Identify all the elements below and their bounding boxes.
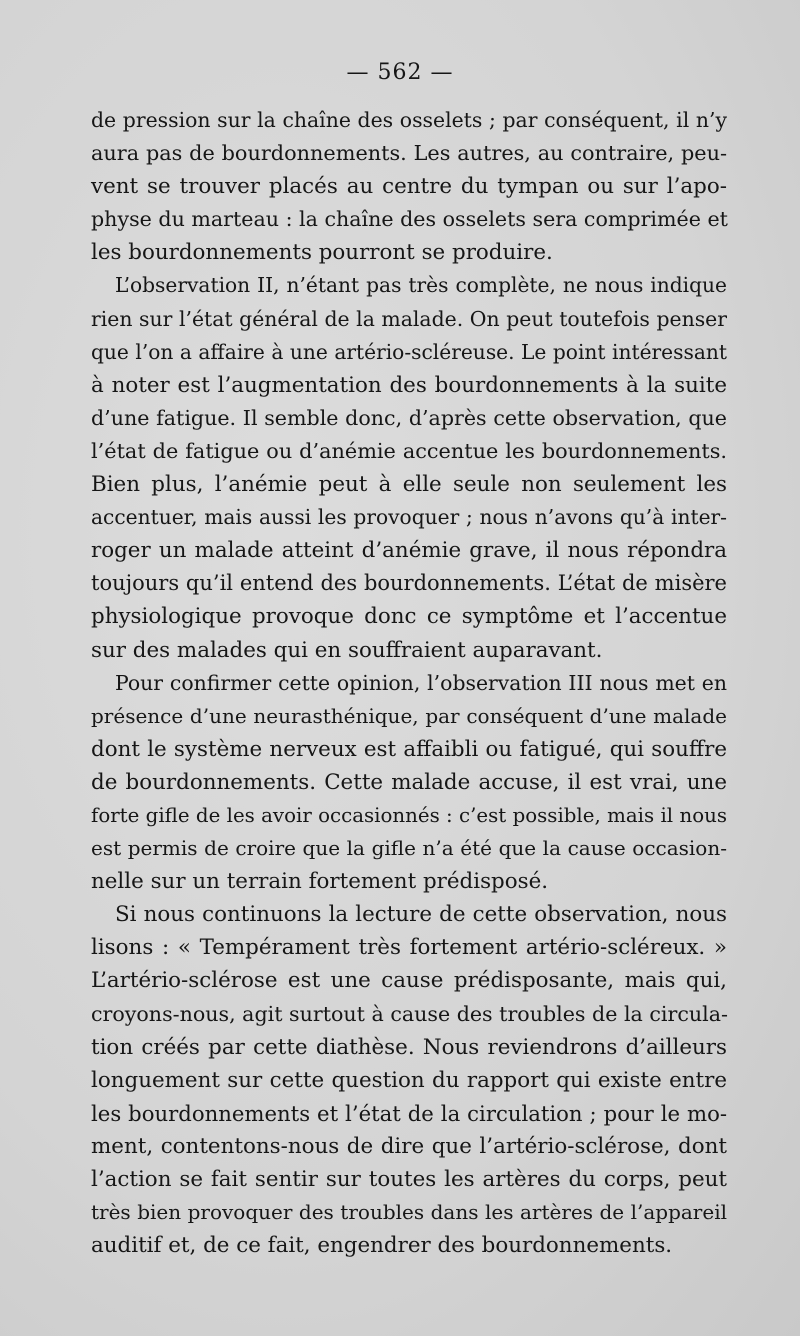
text-line: de bourdonnements. Cette malade accuse, il est vrai, une xyxy=(91,769,727,795)
text-line: auditif et, de ce fait, engendrer des bourdonnements. xyxy=(91,1233,673,1259)
text-line: vent se trouver placés au centre du tympan ou sur l’apo- xyxy=(91,174,727,200)
text-line: est permis de croire que la gifle n’a été que la cause occasion- xyxy=(91,836,727,861)
text-line: nelle sur un terrain fortement prédisposé. xyxy=(91,869,549,895)
text-line: que l’on a affaire à une artério-scléreuse. Le point intéressant xyxy=(91,339,727,364)
text-line: de pression sur la chaîne des osselets ; par conséquent, il n’y xyxy=(91,108,727,132)
text-line: tion créés par cette diathèse. Nous reviendrons d’ailleurs xyxy=(91,1034,727,1060)
text-line: L’observation II, n’étant pas très complète, ne nous indique xyxy=(115,273,727,298)
text-line: très bien provoquer des troubles dans les artères de l’appareil xyxy=(91,1200,727,1225)
text-line: sur des malades qui en souffraient auparavant. xyxy=(91,637,603,663)
text-line: Bien plus, l’anémie peut à elle seule non seulement les xyxy=(91,472,727,498)
text-line: longuement sur cette question du rapport qui existe entre xyxy=(91,1067,727,1093)
text-line: L’artério-sclérose est une cause prédisposante, mais qui, xyxy=(91,968,727,994)
text-line: dont le système nerveux est affaibli ou fatigué, qui souffre xyxy=(91,736,727,762)
text-line: l’action se fait sentir sur toutes les artères du corps, peut xyxy=(91,1167,727,1192)
text-line: roger un malade atteint d’anémie grave, il nous répondra xyxy=(91,538,727,564)
body-text xyxy=(91,104,727,1262)
text-line: Si nous continuons la lecture de cette observation, nous xyxy=(115,902,727,928)
text-line: aura pas de bourdonnements. Les autres, au contraire, peu- xyxy=(91,141,727,166)
text-line: les bourdonnements et l’état de la circulation ; pour le mo- xyxy=(91,1100,727,1126)
text-line: accentuer, mais aussi les provoquer ; nous n’avons qu’à inter- xyxy=(91,505,727,530)
text-line: ment, contentons-nous de dire que l’artério-sclérose, dont xyxy=(91,1133,727,1159)
text-line: rien sur l’état général de la malade. On peut toutefois penser xyxy=(91,306,727,331)
text-line: lisons : « Tempérament très fortement artério-scléreux. » xyxy=(91,935,727,961)
text-line: à noter est l’augmentation des bourdonnements à la suite xyxy=(91,372,727,398)
text-line: physe du marteau : la chaîne des osselets sera comprimée et xyxy=(91,207,728,232)
text-line: toujours qu’il entend des bourdonnements. L’état de misère xyxy=(91,571,727,596)
text-line: l’état de fatigue ou d’anémie accentue les bourdonnements. xyxy=(91,438,727,463)
text-line: d’une fatigue. Il semble donc, d’après cette observation, que xyxy=(91,405,727,430)
text-line: physiologique provoque donc ce symptôme et l’accentue xyxy=(91,604,727,630)
text-line: les bourdonnements pourront se produire. xyxy=(91,240,553,266)
text-line: Pour confirmer cette opinion, l’observation III nous met en xyxy=(115,670,727,695)
text-line: forte gifle de les avoir occasionnés : c’est possible, mais il nous xyxy=(91,803,727,827)
page-number: — 562 — xyxy=(346,60,454,85)
text-line: croyons-nous, agit surtout à cause des troubles de la circula- xyxy=(91,1001,728,1026)
text-line: présence d’une neurasthénique, par conséquent d’une malade xyxy=(91,703,727,728)
